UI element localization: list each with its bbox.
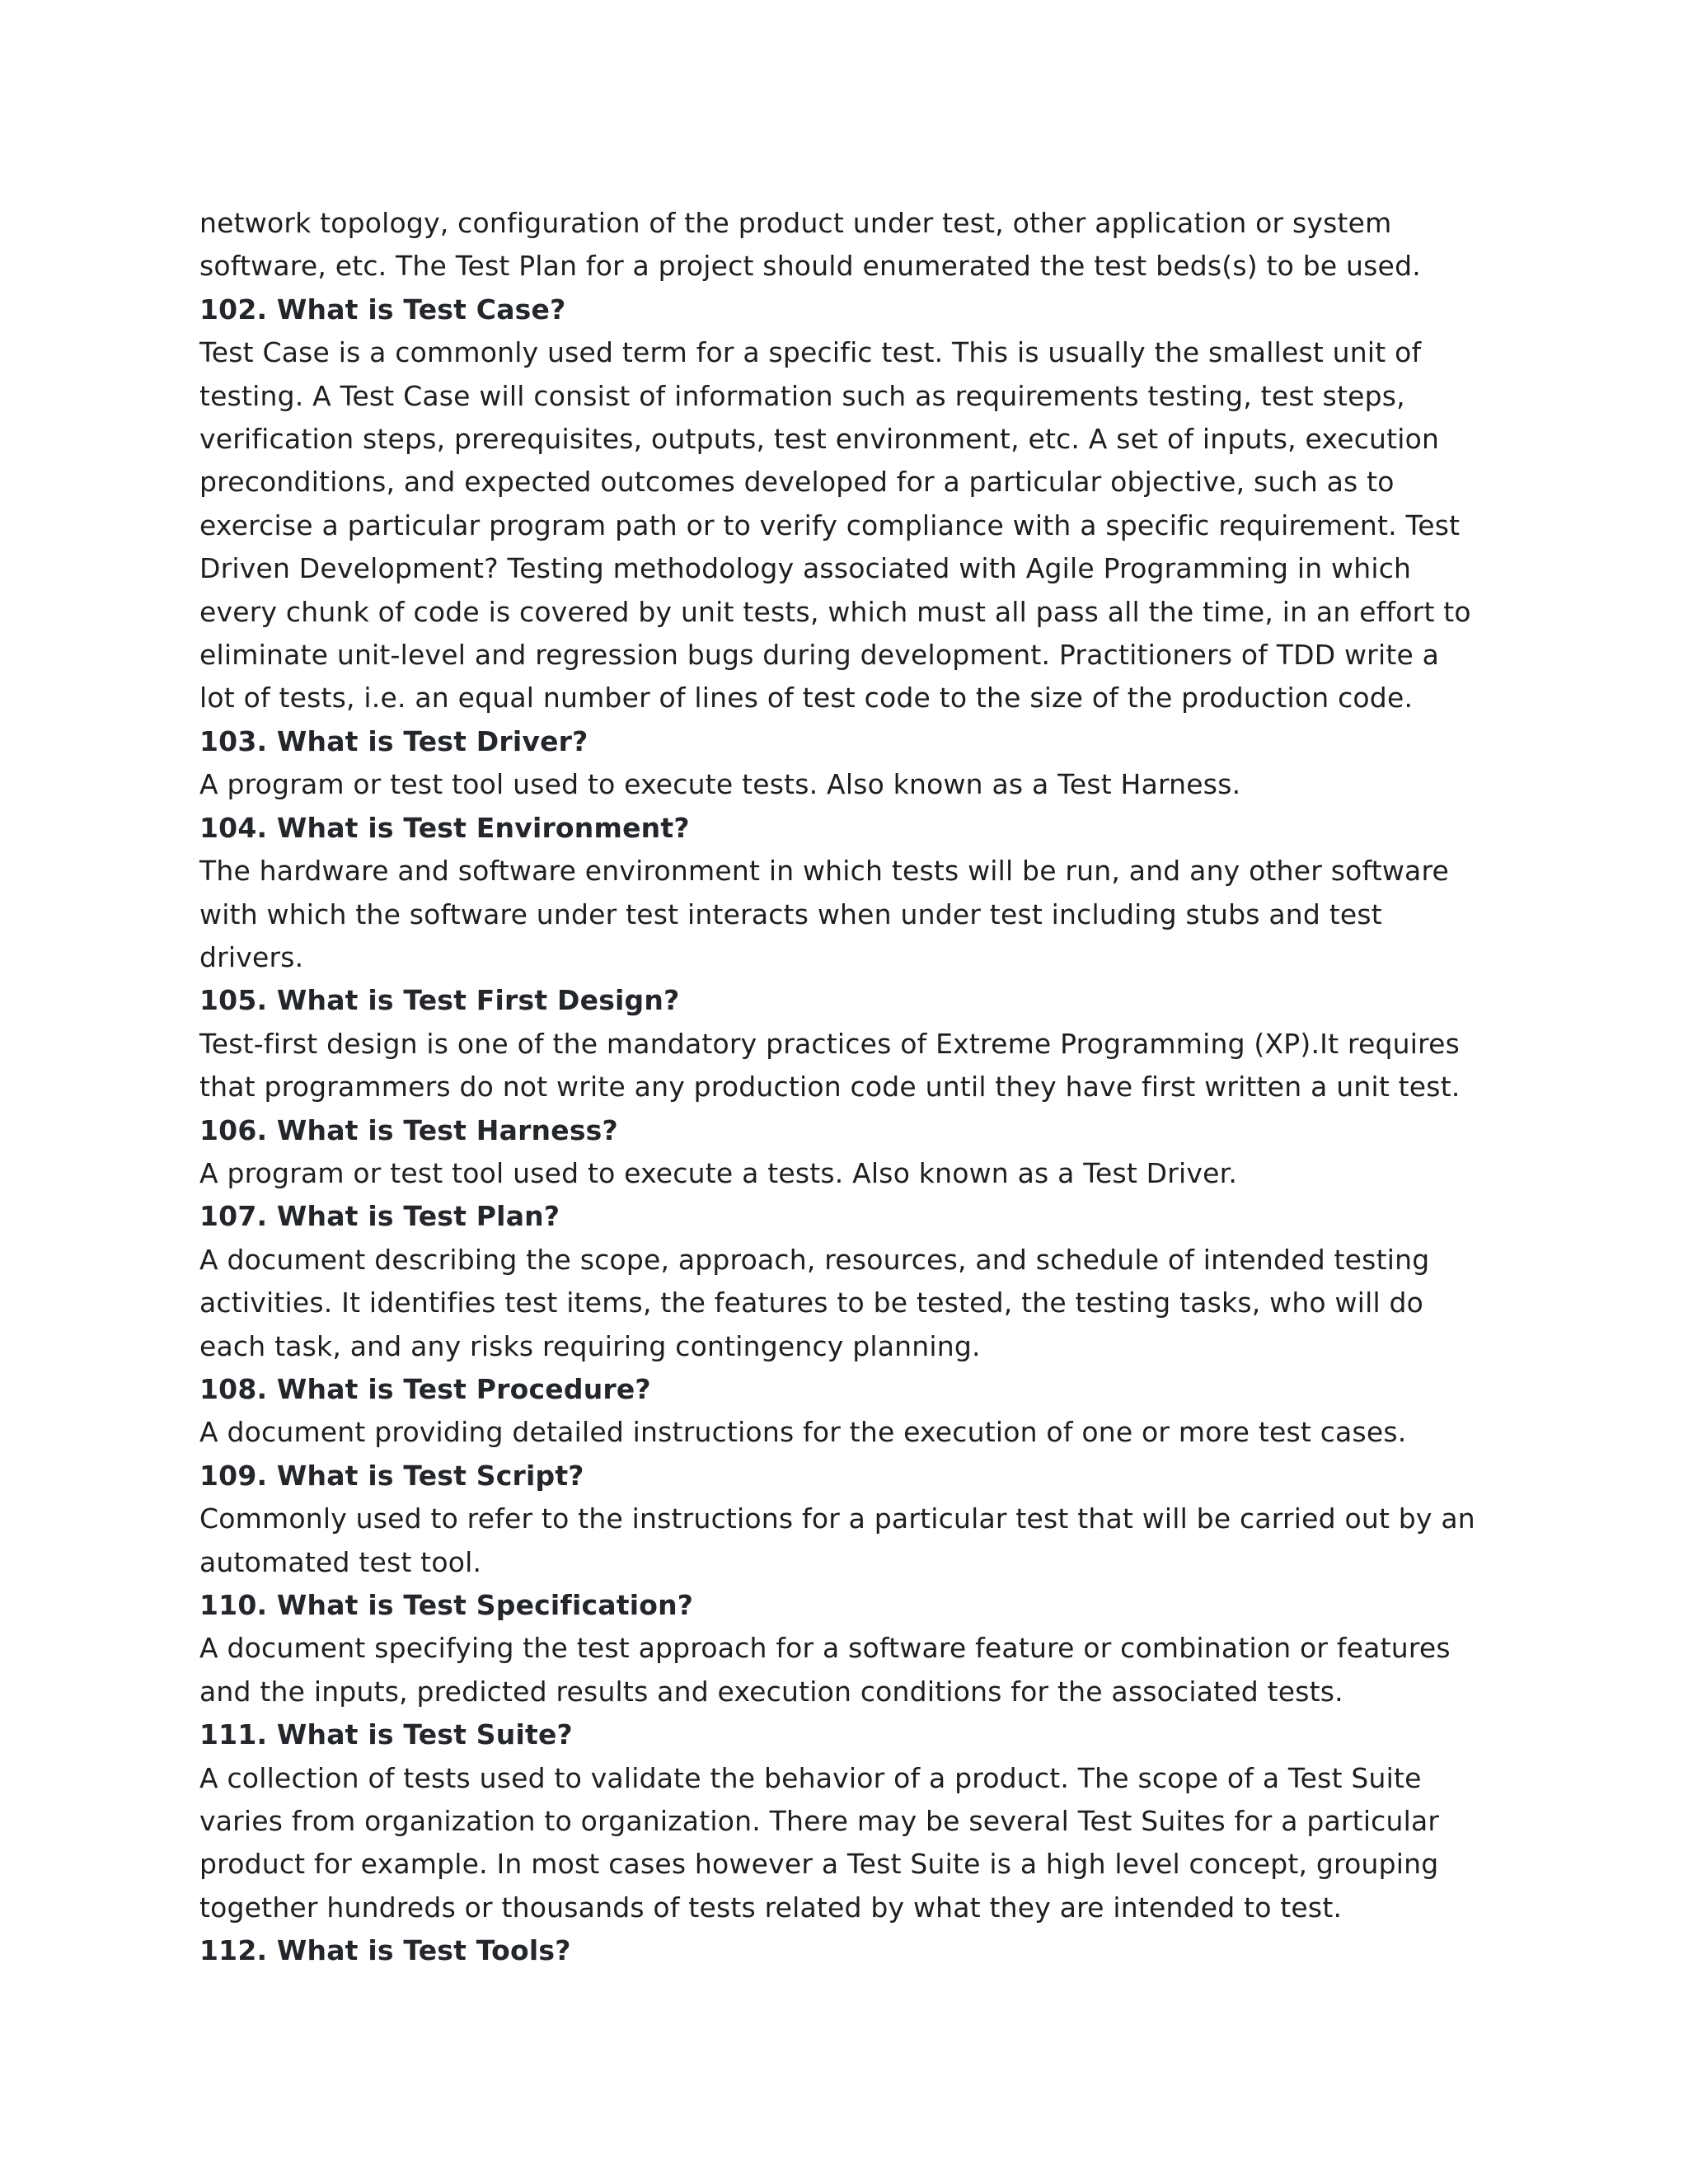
answer-paragraph-108: A document providing detailed instructions for the execution of one or more test cases. [199, 1416, 1407, 1449]
answer-paragraph-103: A program or test tool used to execute tests. Also known as a Test Harness. [199, 768, 1241, 801]
document-page [199, 202, 1502, 1973]
answer-paragraph-102: Test Case is a commonly used term for a specific test. This is usually the smallest unit of testing. A Test Case will consist of information such as requirements testing, test steps, verification steps, prerequisites, outputs, test environment, etc. A set of inputs, execution preconditions, and expected outcomes developed for a particular objective, such as to exercise a particular program path or to verify compliance with a specific requirement. Test Driven Development? Testing methodology associated with Agile Programming in which every chunk of code is covered by unit tests, which must all pass all the time, in an effort to eliminate unit-level and regression bugs during development. Practitioners of TDD write a lot of tests, i.e. an equal number of lines of test code to the size of the production code. [199, 336, 1471, 715]
answer-paragraph-104: The hardware and software environment in which tests will be run, and any other software with which the software under test interacts when under test including stubs and test drivers. [199, 855, 1450, 973]
question-heading-107: 107. What is Test Plan? [199, 1200, 560, 1233]
answer-paragraph-111: A collection of tests used to validate the behavior of a product. The scope of a Test Suite varies from organization to organization. There may be several Test Suites for a particular product for example. In most cases however a Test Suite is a high level concept, grouping together hundreds or thousands of tests related by what they are intended to test. [199, 1761, 1440, 1924]
question-heading-104: 104. What is Test Environment? [199, 811, 690, 844]
question-heading-103: 103. What is Test Driver? [199, 724, 588, 757]
question-heading-111: 111. What is Test Suite? [199, 1718, 573, 1751]
answer-paragraph-105: Test-first design is one of the mandatory practices of Extreme Programming (XP).It requires that programmers do not write any production code until they have first written a unit test. [199, 1027, 1461, 1104]
question-heading-102: 102. What is Test Case? [199, 293, 566, 326]
question-heading-106: 106. What is Test Harness? [199, 1113, 618, 1146]
question-heading-109: 109. What is Test Script? [199, 1459, 584, 1492]
question-heading-108: 108. What is Test Procedure? [199, 1372, 651, 1405]
answer-paragraph-106: A program or test tool used to execute a tests. Also known as a Test Driver. [199, 1156, 1238, 1189]
question-heading-110: 110. What is Test Specification? [199, 1589, 694, 1621]
answer-paragraph-109: Commonly used to refer to the instructions for a particular test that will be carried out by an automated test tool. [199, 1502, 1475, 1578]
answer-paragraph-110: A document specifying the test approach for a software feature or combination or features and the inputs, predicted results and execution conditions for the associated tests. [199, 1632, 1451, 1708]
question-heading-105: 105. What is Test First Design? [199, 984, 680, 1017]
answer-paragraph-107: A document describing the scope, approach, resources, and schedule of intended testing activities. It identifies test items, the features to be tested, the testing tasks, who will do each task, and any risks requiring contingency planning. [199, 1243, 1430, 1362]
intro-paragraph: network topology, configuration of the product under test, other application or system software, etc. The Test Plan for a project should enumerated the test beds(s) to be used. [199, 207, 1421, 283]
question-heading-112: 112. What is Test Tools? [199, 1934, 571, 1967]
